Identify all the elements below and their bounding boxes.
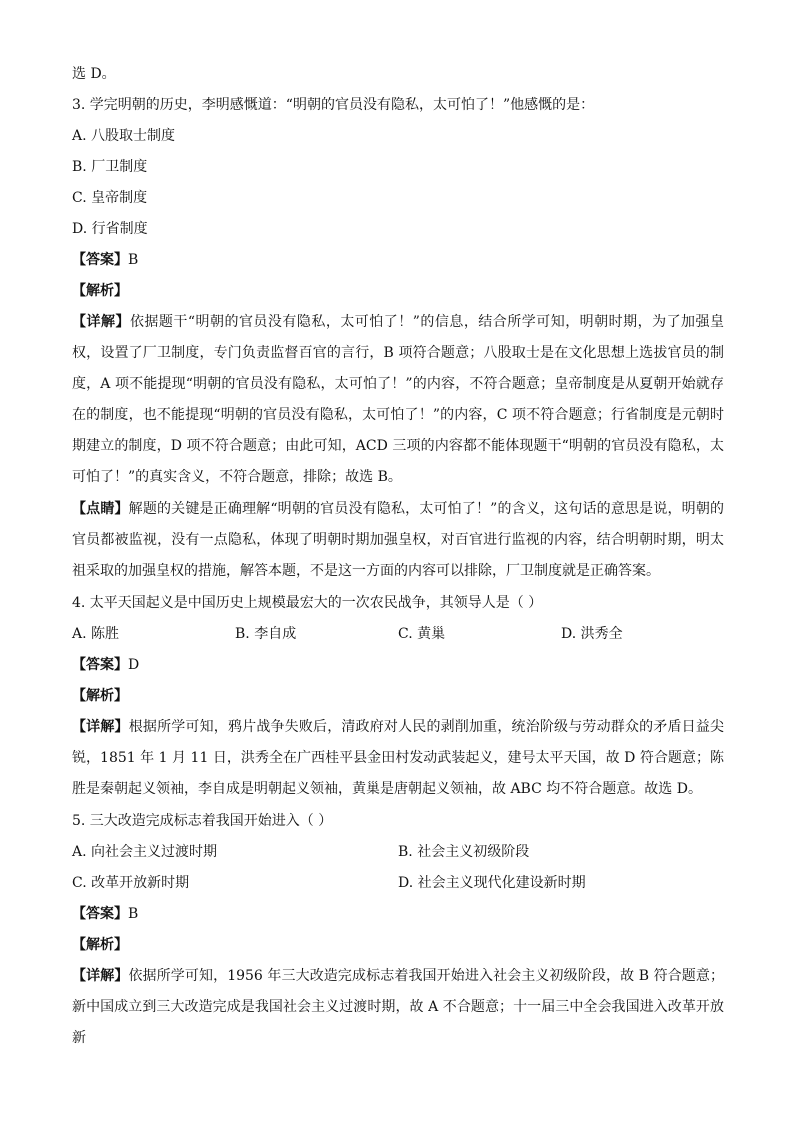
answer-tag: 【答案】 bbox=[72, 906, 128, 922]
question-5-options-row-1 bbox=[72, 842, 724, 862]
question-5-option-d: D. 社会主义现代化建设新时期 bbox=[398, 875, 586, 891]
question-3-point bbox=[72, 494, 724, 587]
question-3-option-d: D. 行省制度 bbox=[72, 221, 148, 237]
detail-tag: 【详解】 bbox=[72, 968, 129, 984]
question-4-option-c: C. 黄巢 bbox=[398, 626, 446, 642]
question-4-detail bbox=[72, 712, 724, 805]
question-4-option-a: A. 陈胜 bbox=[72, 626, 120, 642]
prev-answer-tail: 选 D。 bbox=[72, 66, 116, 82]
point-text: 解题的关键是正确理解“明朝的官员没有隐私，太可怕了！”的含义，这句话的意思是说，明朝的官员都被监视，没有一点隐私，体现了明朝时期加强皇权，对百官进行监视的内容，结合明朝时期，明太祖采取的加强皇权的措施，解答本题，不是这一方面的内容可以排除，厂卫制度就是正确答案。 bbox=[72, 501, 725, 579]
point-tag: 【点睛】 bbox=[72, 501, 129, 517]
question-5-option-a: A. 向社会主义过渡时期 bbox=[72, 844, 218, 860]
question-5-stem: 5. 三大改造完成标志着我国开始进入（ ） bbox=[72, 813, 333, 829]
detail-text: 根据所学可知，鸦片战争失败后，清政府对人民的剥削加重，统治阶级与劳动群众的矛盾日益尖锐，1851 年 1 月 11 日，洪秀全在广西桂平县金田村发动武装起义，建号太平天国，故 D 符合题意；陈胜是秦朝起义领袖，李自成是明朝起义领袖，黄巢是唐朝起义领袖，故 ABC 均不符合题意。故选 D。 bbox=[72, 719, 725, 797]
answer-value: D bbox=[128, 657, 140, 673]
question-5-analysis-tag: 【解析】 bbox=[72, 937, 128, 953]
question-3-option-b: B. 厂卫制度 bbox=[72, 159, 148, 175]
answer-value: B bbox=[128, 252, 139, 268]
question-4-option-b: B. 李自成 bbox=[235, 626, 297, 642]
answer-value: B bbox=[128, 906, 139, 922]
detail-text: 依据所学可知，1956 年三大改造完成标志着我国开始进入社会主义初级阶段，故 B 符合题意；新中国成立到三大改造完成是我国社会主义过渡时期，故 A 不合题意；十一届三中全会我国进入改革开放新 bbox=[72, 968, 725, 1046]
question-4-option-d: D. 洪秀全 bbox=[561, 626, 623, 642]
question-5-option-c: C. 改革开放新时期 bbox=[72, 875, 190, 891]
detail-tag: 【详解】 bbox=[72, 719, 129, 735]
question-5-option-b: B. 社会主义初级阶段 bbox=[398, 844, 530, 860]
document-page bbox=[72, 64, 724, 1060]
question-3-detail bbox=[72, 307, 724, 493]
detail-text: 依据题干“明朝的官员没有隐私，太可怕了！”的信息，结合所学可知，明朝时期，为了加强皇权，设置了厂卫制度，专门负责监督百官的言行，B 项符合题意；八股取士是在文化思想上选拔官员的制度，A 项不能提现“明朝的官员没有隐私，太可怕了！”的内容，不符合题意；皇帝制度是从夏朝开始就存在的制度，也不能提现“明朝的官员没有隐私，太可怕了！”的内容，C 项不符合题意；行省制度是元朝时期建立的制度，D 项不符合题意；由此可知，ACD 三项的内容都不能体现题干“明朝的官员没有隐私，太可怕了！”的真实含义，不符合题意，排除；故选 B。 bbox=[72, 314, 725, 485]
question-3-analysis-tag: 【解析】 bbox=[72, 283, 128, 299]
answer-tag: 【答案】 bbox=[72, 657, 128, 673]
question-3-option-a: A. 八股取士制度 bbox=[72, 128, 176, 144]
question-3-stem: 3. 学完明朝的历史，李明感慨道：“明朝的官员没有隐私，太可怕了！”他感慨的是： bbox=[72, 97, 595, 113]
question-4-analysis-tag: 【解析】 bbox=[72, 688, 128, 704]
answer-tag: 【答案】 bbox=[72, 252, 128, 268]
question-3-answer bbox=[72, 250, 724, 270]
question-5-answer bbox=[72, 904, 724, 924]
question-5-detail bbox=[72, 961, 724, 1054]
question-4-options bbox=[72, 624, 724, 644]
question-5-options-row-2 bbox=[72, 873, 724, 893]
question-3-option-c: C. 皇帝制度 bbox=[72, 190, 148, 206]
question-4-answer bbox=[72, 655, 724, 675]
question-4-stem: 4. 太平天国起义是中国历史上规模最宏大的一次农民战争，其领导人是（ ） bbox=[72, 595, 543, 611]
detail-tag: 【详解】 bbox=[72, 314, 130, 330]
